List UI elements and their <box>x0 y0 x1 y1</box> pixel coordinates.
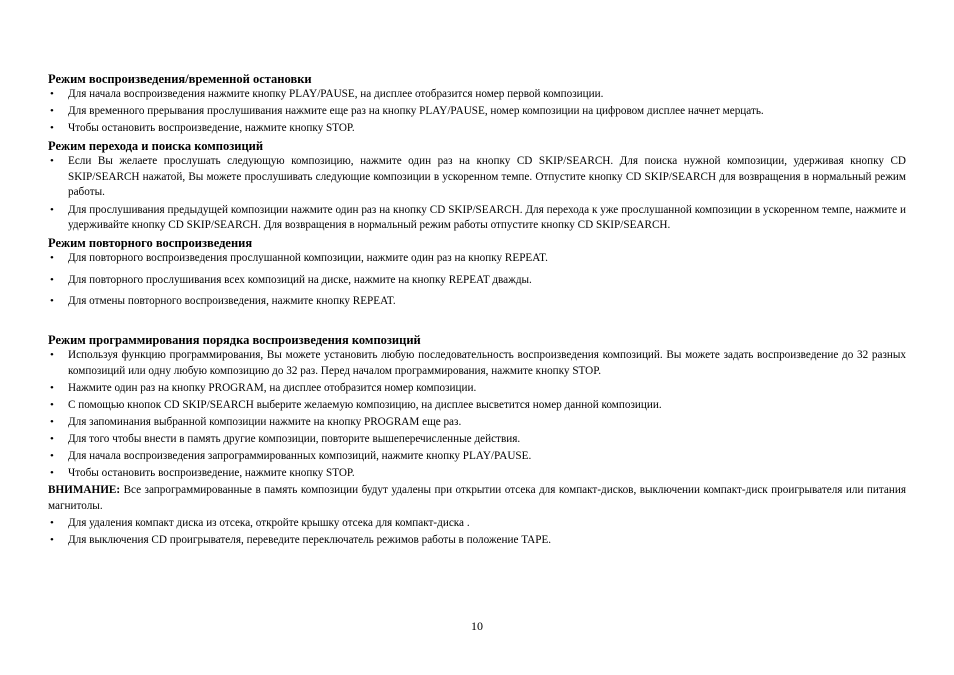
list-item: • Для того чтобы внести в память другие композиции, повторите вышеперечисленные действия. <box>48 432 906 448</box>
section-title-repeat: Режим повторного воспроизведения <box>48 236 253 251</box>
list-item: • С помощью кнопок CD SKIP/SEARCH выберите желаемую композицию, на дисплее высветится номер данной композиции. <box>48 398 906 414</box>
warning-text: Все запрограммированные в память композиции будут удалены при открытии отсека для компакт-дисков, выключении компакт-диск проигрывателя или питания магнитолы. <box>48 484 906 512</box>
list-item: • Нажмите один раз на кнопку PROGRAM, на дисплее отобразится номер композиции. <box>48 381 906 397</box>
list-item: • Для начала воспроизведения нажмите кнопку PLAY/PAUSE, на дисплее отобразится номер первой композиции. <box>48 87 906 103</box>
list-item: • Для прослушивания предыдущей композиции нажмите один раз на кнопку CD SKIP/SEARCH. Для перехода к уже прослушанной композиции в ускоренном темпе, нажмите и удерживайте кнопку CD SKIP/SEARCH. Для возвращения в нормальный режим работы отпустите кнопку CD SKIP/SEARCH. <box>48 203 906 234</box>
list-item: • Если Вы желаете прослушать следующую композицию, нажмите один раз на кнопку CD SKIP/SEARCH. Для поиска нужной композиции, удерживая кнопку CD SKIP/SEARCH нажатой, Вы можете прослушивать следующие композиции в ускоренном темпе. Отпустите кнопку CD SKIP/SEARCH для возвращения в нормальный режим работы. <box>48 154 906 201</box>
list-item: • Чтобы остановить воспроизведение, нажмите кнопку STOP. <box>48 121 906 137</box>
section-spacer <box>48 316 906 332</box>
list-item: • Для временного прерывания прослушивания нажмите еще раз на кнопку PLAY/PAUSE, номер композиции на цифровом дисплее начнет мерцать. <box>48 104 906 120</box>
section-title-skip-search: Режим перехода и поиска композиций <box>48 139 264 154</box>
list-item: • Для выключения CD проигрывателя, переведите переключатель режимов работы в положение TAPE. <box>48 533 906 549</box>
document-page <box>48 71 906 550</box>
program-after-list <box>48 516 906 549</box>
list-item: • Для повторного воспроизведения прослушанной композиции, нажмите один раз на кнопку REPEAT. <box>48 251 906 267</box>
page-number: 10 <box>471 619 483 633</box>
play-pause-list <box>48 87 906 137</box>
list-item: • Для начала воспроизведения запрограммированных композиций, нажмите кнопку PLAY/PAUSE. <box>48 449 906 465</box>
skip-search-list <box>48 154 906 233</box>
repeat-list <box>48 251 906 310</box>
list-item: • Для повторного прослушивания всех композиций на диске, нажмите на кнопку REPEAT дважды. <box>48 273 906 289</box>
list-item: • Для удаления компакт диска из отсека, откройте крышку отсека для компакт-диска . <box>48 516 906 532</box>
list-item: • Для отмены повторного воспроизведения, нажмите кнопку REPEAT. <box>48 294 906 310</box>
list-item: • Для запоминания выбранной композиции нажмите на кнопку PROGRAM еще раз. <box>48 415 906 431</box>
section-title-program: Режим программирования порядка воспроизведения композиций <box>48 333 421 348</box>
list-item: • Чтобы остановить воспроизведение, нажмите кнопку STOP. <box>48 466 906 482</box>
program-list <box>48 348 906 482</box>
section-title-play-pause: Режим воспроизведения/временной остановки <box>48 72 312 86</box>
warning-label: ВНИМАНИЕ: <box>48 484 121 497</box>
list-item: • Используя функцию программирования, Вы можете установить любую последовательность воспроизведения композиций. Вы можете задать воспроизведение до 32 разных композиций или одну любую композицию до 32 раз. Перед началом программирования, нажмите кнопку STOP. <box>48 348 906 379</box>
warning-note <box>48 483 906 514</box>
